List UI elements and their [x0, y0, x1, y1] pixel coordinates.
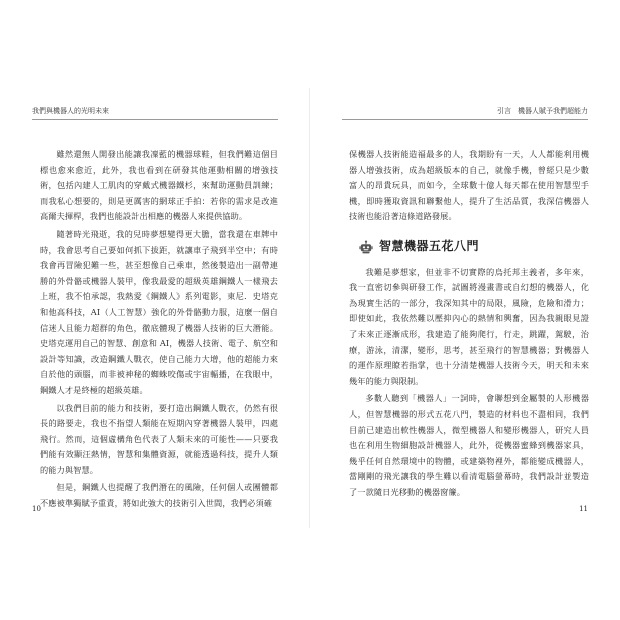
header-rule-right [342, 119, 588, 120]
left-page [0, 0, 309, 620]
paragraph: 以我們目前的能力和技術，要打造出鋼鐵人戰衣，仍然有很長的路要走，我也不指望人類能在短期內穿著機器人裝甲，四處飛行。然而，這個虛構角色代表了人類未來的可能性——只要我們能有效顯汪熱情，智慧和集體資源，就能透過科技，提升人類的能力與智慧。 [40, 402, 278, 475]
section-heading [359, 239, 589, 255]
robot-head-icon [359, 240, 373, 254]
page-number-right: 11 [579, 505, 588, 513]
paragraph: 隨著時光飛逝，我的兒時夢想變得更大膽，當我還在車牌中時，我會思考自己要如何抓下拔距，就讓車子飛到半空中；有時我會再冒險犯難一些，甚至想像自己乘車，然後製造出一副帶連勝的外骨骼或機器人裝甲，像我最愛的超級英雄鋼鐵人一樣飛去上班，我不怕承認，我熱愛《鋼鐵人》系列電影，東尼．史塔克和他高科技，AI（人工智慧）強化的外骨骼動力服，這麼一個自信迷人且能力超群的角色，徹底體現了機器人技術的巨大潛能。史塔克運用自己的智慧、創意和 AI，機器人技術、電子、航空和設計等知識，改造鋼鐵人戰衣，使自己能力大增，他的超能力來自於他的頭腦，而非被神秘的蜘蛛咬傷或宇宙輻播，在我眼中，鋼鐵人才是終極的超級英雄。 [40, 228, 278, 395]
right-page-body [349, 147, 589, 502]
running-head-right: 引言 機器人賦予我們超能力 [497, 107, 588, 115]
paragraph: 雖然還無人開發出能讓我凜藍的機器球鞋，但我們難這個目標也愈來愈近，此外，我也看到在研發其他運動相關的增強技術，包括內建人工肌肉的穿戴式機器鐵杉，來幫助運動員訓練；而我私心想要的，則是更厲害的網球正手拍：若你的需求是改進高爾夫揮桿，我們也能設計出相應的機器人來提供協助。 [40, 149, 278, 222]
paragraph: 多數人聽到「機器人」一詞時，會聯想到金屬製的人形機器人，但智慧機器的形式五花八門，製造的材料也不盡相同，我們目前已建造出軟性機器人，微型機器人和變形機器人，研究人員也在利用生物細胞設計機器人，此外，從機器蜜蜂到機器家具，幾乎任何自然環境中的物體，或建築物裡外，都能變成機器人，當剛剛的飛光讓我的學生難以看清電腦螢幕時，我們設計並製造了一款隨日光移動的機器窗簾。 [349, 393, 589, 497]
left-page-body [40, 147, 278, 514]
page-number-left: 10 [32, 505, 41, 513]
header-rule-left [32, 119, 278, 120]
section-title: 智慧機器五花八門 [379, 238, 480, 253]
paragraph: 保機器人技術能造福最多的人，我期盼有一天，人人都能利用機器人增強技術，成為超級版本的自己，就像手機，曾經只是少數富人的昂貴玩具，而如今，全球數十億人每天都在使用智慧型手機，即時獲取資訊和聯繫他人，提升了生活品質，我深信機器人技術也能沿著這條道路發展。 [349, 149, 589, 222]
right-page [310, 0, 620, 620]
running-head-left: 我們與機器人的光明未來 [32, 107, 109, 115]
paragraph: 我難是夢想家，但並非不切實際的烏托邦主義者，多年來，我一直密切參與研發工作，試圖將漫畫書或自幻想的機器人，化為現實生活的一部分，我深知其中的局限，風險，危險和滑力；即使如此，我依然難以壓抑內心的熱情和興奮，因為我親眼見證了未來正逐漸成形，我建造了能夠爬行，行走，跳躍，駕駛，治療，游泳，清潔，變形，思考，甚至飛行的智慧機器；對機器人的運作原理瞭若指掌，也十分清楚機器人技術今天，明天和未來幾年的能力與限制。 [349, 266, 589, 386]
paragraph: 但是，鋼鐵人也提醒了我們潛在的風險，任何個人或團體都不應被準獨賦予重責，將如此強大的技術引入世間，我們必須確 [40, 482, 278, 509]
